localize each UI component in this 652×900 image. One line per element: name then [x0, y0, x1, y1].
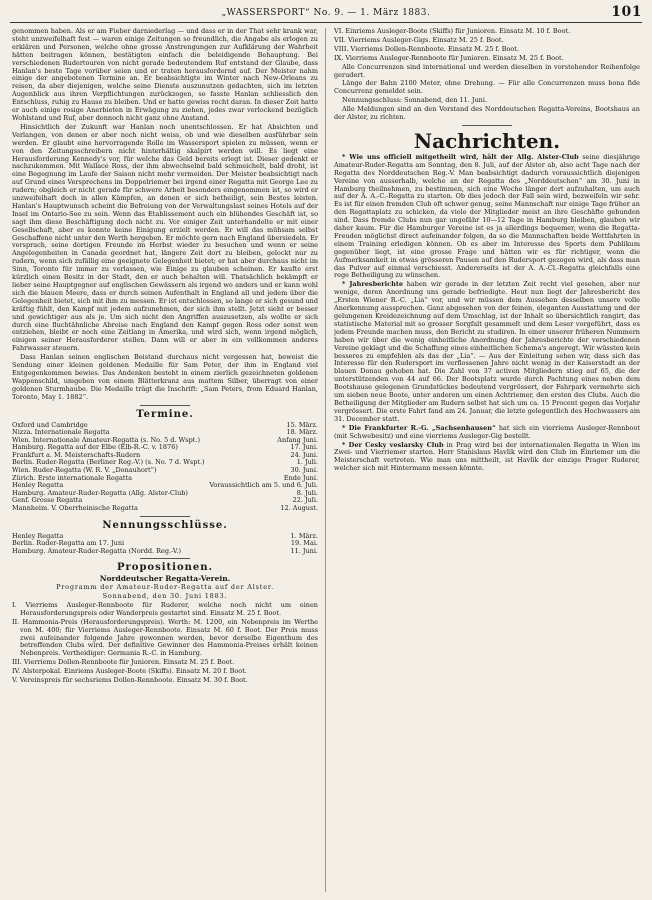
proposition-item: IV. Alsterpokal. Einriems Ausleger-Boote (Skiffs). Einsatz M. 20 f. Boot.	[12, 667, 247, 676]
schedule-date: 15. März.	[286, 420, 318, 429]
schedule-event: Henley Regatta	[12, 532, 64, 540]
schedule-event: Berlin. Ruder-Regatta am 17. Juni	[12, 540, 125, 548]
schedule-date: 18. März.	[286, 428, 318, 437]
news-item	[334, 442, 640, 474]
schedule-event: Wien. Internationale Amateur-Regatta (s. No. 5 d. Wspt.)	[12, 436, 200, 444]
schedule-event: Zürich. Erste internationale Regatta	[12, 474, 132, 482]
schedule-event: Berlin. Ruder-Regatta (Berliner Reg.-V.) (s. No. 7 d. Wspt.)	[12, 459, 205, 467]
schedule-event: Genf. Grosse Regatta	[12, 497, 83, 505]
news-item	[334, 154, 640, 281]
page-number: 101	[611, 4, 642, 20]
schedule-event: Hamburg. Regatta auf der Elbe (Elb-R.-C. v. 1876)	[12, 444, 178, 452]
schedule-date: Voraussichtlich am 5. und 6. Juli.	[209, 481, 318, 490]
proposition-item: II. Hammonia-Preis (Herausforderungspreis). Werth: M. 1200, ein Nebenpreis im Werthe von M. 400; für Vierriems Ausleger-Rennboote. Einsatz M. 60 f. Boot. Der Preis muss zwei aufeinander folgende Jahre gewonnen werden, bevor derselbe Eigenthum des betreffenden Clubs wird. Der definitive Gewinner des Hammonia-Preises erhält keinen Nebenpreis. Vertheidiger: Germania R.-C. in Hamburg.	[12, 617, 318, 658]
article-paragraph: genommen haben. Als er am Fieber darniederlag — und dass er in der That sehr krank war, steht unzweifelhaft fest — waren einige Zeitungen so freundlich, die Angabe als erlogen zu erklären und Personen, welche ohne grosse Anstrengungen zur Aufklärung der Wahrheit hätten beitragen können, bestätigten einfach die beleidigende Behauptung. Bei verschiedenen Rudertouren von nicht gerade bedeutendem Ruf entstand der Glaube, dass Hanlan's beste Tage vorüber seien und er traten herausfordernd auf. Der Meister nahm einige der angebotenen Termine an. Er beabsichtigte im Winter nach New-Orleans zu reisen, da aber diejenigen, welche seine Dienste auszunutzen gedachten, sich im letzten Augenblick aus ihren Verpflichtungen zurückzogen, so fasste Hanlan schliesslich den Entschluss, ruhig zu Hause zu bleiben. Und er hatte gewiss recht daran. In dieser Zeit hatte er auch einige rosige Anerbieten in Erwägung zu ziehen, jedes zwar verlockend bezüglich Wohlstand und Ruf, aber dennoch nicht ganz ohne Anstand.	[12, 28, 318, 122]
section-divider	[462, 125, 512, 126]
propositionen-items	[12, 602, 318, 685]
schedule-row	[12, 429, 318, 437]
running-title: „WASSERSPORT“ No. 9. — 1. März 1883.	[221, 8, 431, 18]
schedule-row	[12, 490, 318, 498]
article-paragraph: Hinsichtlich der Zukunft war Hanlan noch unentschlossen. Er hat Absichten und Verlangen, von denen er aber noch nicht weiss, ob und wie dieselben ausführbar sein werden. Er glaubt eine hervorragende Rolle im Wassersport spielen zu müssen, wenn er von den Zeitungsschreibern nicht hinterhältig skalpirt werden will. Es liegt eine Herausforderung Kennedy's vor, für welche das Geld bereits erlegt ist. Dieser gedenkt er nachzukommen. Mit Wallace Ross, der ihm abwechselnd bald schmeichelt, bald droht, ist eine Begegnung im Laufe der Saison nicht mehr vermeiden. Der Meister beabsichtigt nach auf Grund eines Versprechens im Doppelriemer bei irgend einer Regatta mit George Lee zu rudern; obgleich er nicht gerade für schwere Arbeit besonders eingenommen ist, so wird er unzweifelhaft doch in allen Kämpfen, an denen er sich betheiligt, sein Bestes leisten. Hanlan's Hauptwunsch scheint die Befreiung von der Verwaltungslast seines Hotels auf der Insel im Ontario-See zu sein. Wenn das Etablissement auch ein blühendes Geschäft ist, so sagt ihm diese Beschäftigung doch nicht zu. Vor einiger Zeit unterhandelte er mit einer Gesellschaft, aber es konnte keine Einigung erzielt werden. Er will das mühsam selbst Geschaffene nicht unter den Werth hergeben. Er möchte gern nach England übersiedeln. Er versprach, seine dortigen Freunde im Herbst wieder zu besuchen und wenn er seine Angelegenheiten in Canada geordnet hat, längere Zeit dort zu bleiben, gelockt nur zu rudern, wenn sich zufällig eine geeignete Gelegenheit bietet; er hat aber durchaus nicht im Sinn, Toronto für immer zu verlassen, wie Einige zu glauben scheinen. Er kaufte erst kürzlich einen Besitz in der Stadt, den er auch behalten will. Thatsächlich bekämpft er lieber seine Hauptgegner auf englischen Gewässern als irgend wo anders und er kann wohl sich die blauen Meere, dass er durch seinen Aufenthalt in England all und jedem über die Gelegenheit bietet, sich mit ihm zu messen. Er ist entschlossen, so lange er sich gesund und kräftig fühlt, den Kampf mit jedem aufzunehmen, der sich ihm stellt. Jetzt sieht er besser und gewichtiger aus als je. Um sich nicht den Angriffen auszusetzen, als wollte er sich durch eine fluchtähnliche Abreise nach England den Kampf gegen Ross oder sonst wen entziehen, bleibt er noch eine Zeitlang in Amerika, und wird sich, wenn irgend möglich, einigen seiner Herausforderer stellen. Dann will er aber in ein vollkommen anderes Fahrwasser steuern.	[12, 122, 318, 353]
right-column	[334, 28, 640, 894]
nennungsschluesse-list	[12, 533, 318, 556]
schedule-row	[12, 444, 318, 452]
schedule-row	[12, 540, 318, 548]
column-divider	[325, 28, 326, 892]
proposition-note: Länge der Bahn 2100 Meter, ohne Drehung. — Für alle Concurrenzen muss bona fide Concurrenz gemeldet sein.	[334, 79, 640, 96]
article-paragraph: Dass Hanlan seinen englischen Beistand durchaus nicht vergessen hat, beweist die Sendung einer kleinen goldenen Medaille für Sam Peter, der ihm in England viel Entgegenkommen bewies. Das Andenken besteht in einem zierlich gezeichneten goldenen Wappenschild, umgeben von einem Blätterkranz aus mattem Silber, überragt von einer goldenen Sturmhaube. Die Medaille trägt die Inschrift: „Sam Peters, from Eduard Hanlan, Toronto, May 1. 1882“.	[12, 353, 318, 401]
news-text: in Prag wird bei der internationalen Regatta in Wien im Zwei- und Vierriemer starten. Herr Stanislaus Havlik wird den Club im Einriemer um die Meisterschaft vertreten. Wie man uns mittheilt, ist Havlik der einzige Prager Ruderer, welcher sich mit Hintermann messen könnte.	[334, 440, 640, 473]
schedule-date: 30. Juni.	[290, 466, 318, 475]
news-text: hat sich ein vierriems Ausleger-Rennboot (mit Schwebesitz) und eine vierriems Ausleger-Gig bestellt.	[334, 423, 640, 440]
schedule-row	[12, 437, 318, 445]
schedule-event: Oxford und Cambridge	[12, 421, 88, 429]
proposition-item: VIII. Vierriems Dollen-Rennboote. Einsatz M. 25 f. Boot.	[334, 44, 519, 53]
schedule-date: 11. Juni.	[290, 546, 318, 555]
section-divider	[140, 405, 190, 406]
schedule-row	[12, 533, 318, 541]
proposition-item: VI. Einriems Ausleger-Boote (Skiffs) für Junioren. Einsatz M. 10 f. Boot.	[334, 28, 571, 35]
news-text: haben wir gerade in der letzten Zeit recht viel gesehen, aber nur wenige, deren Anordnung uns gerade befriedigte. Heut nun liegt der Jahresbericht des „Ersten Wiener R.-C. „Lia“ vor, und wir müssen dem Aussehen desselben unsere volle Anerkennung aussprechen. Ganz abgesehen von der feinen, eleganten Ausstattung und der gelungenen Kreidezeichnung auf dem Umschlag, ist der Inhalt so übersichtlich rangirt, das statistische Material mit so grosser Sorgfalt gesammelt und dem Leser vorgeführt, dass es jedem Freunde machen muss, den Bericht zu studiren. In einer unserer früheren Nummern haben wir über die wenig einheitliche Anordnung der Jahresberichte der verschiedenen Vereine geklagt und die Schaffung eines einheitlichen Schema's angeregt. Wir wüssten kein besseres zu empfehlen als das der „Lia“. — Aus der Einleitung sehen wir, dass sich das Interesse für den Rudersport im verflossenen Jahre nicht wenig in der Kaiserstadt an der blauen Donau gehoben hat. Die Zahl von 37 activen Mitgliedern stieg auf 65, die der unterstützenden von 44 auf 66. Der Bootsplatz wurde durch Pachtung eines neben dem Bootshause gelegenen Grundstückes bedeutend vergrössert, der Fahrpark vermehrte sich um sieben neue Boote, unter anderen um einen Achtriemer, den ersten des Clubs. Auch die Betheiligung der Mitglieder am Rudern selbst hat sich um ca. 15 Procent gegen das Vorjahr vergrössert. Die erste Fahrt fand am 24. Januar, die letzte gelegentlich des Hochwassers am 31. December statt.	[334, 280, 640, 423]
news-item	[334, 425, 640, 441]
schedule-row	[12, 505, 318, 513]
news-list	[334, 154, 640, 473]
schedule-row	[12, 422, 318, 430]
schedule-date: 1. März.	[290, 531, 318, 540]
schedule-date: 19. Mai.	[290, 539, 318, 548]
proposition-item: VII. Vierriems Ausleger-Gigs. Einsatz M. 25 f. Boot.	[334, 35, 504, 44]
schedule-date: 17. Juni.	[290, 443, 318, 452]
schedule-row	[12, 467, 318, 475]
propositionen-items-continued	[334, 28, 640, 63]
schedule-date: 1. Juli.	[296, 458, 318, 467]
propositionen-notes	[334, 64, 640, 122]
proposition-item: III. Vierriems Dollen-Rennboote für Junioren. Einsatz M. 25 f. Boot.	[12, 658, 235, 667]
news-lead: * Wie uns officiell mitgetheilt wird, hält der Allg. Alster-Club	[342, 152, 579, 161]
proposition-note: Alle Concurrenzen sind international und werden dieselben in vorstehender Reihenfolge gerudert.	[334, 62, 640, 79]
proposition-item: IX. Vierriems Ausleger-Rennboote für Junioren. Einsatz M. 25 f. Boot.	[334, 53, 564, 62]
section-divider	[140, 516, 190, 517]
news-lead: * Die Frankfurter R.-G. „Sachsenhausen“	[342, 423, 496, 432]
proposition-note: Nennungsschluss: Sonnabend, den 11. Juni.	[342, 96, 488, 105]
propositionen-org: Norddeutscher Regatta-Verein.	[99, 574, 231, 584]
propositionen-program: Programm der Amateur-Ruder-Regatta auf der Alster.	[56, 583, 274, 592]
propositionen-title: Propositionen.	[116, 562, 214, 574]
termine-title: Termine.	[136, 408, 194, 420]
schedule-row	[12, 459, 318, 467]
schedule-row	[12, 452, 318, 460]
schedule-row	[12, 548, 318, 556]
schedule-date: Anfang Juni.	[277, 435, 318, 444]
schedule-date: 22. Juli.	[292, 496, 318, 505]
schedule-event: Mannheim. V. Oberrheinische Regatta	[12, 505, 138, 513]
schedule-event: Hamburg. Amateur-Ruder-Regatta (Nordd. Reg.-V.)	[12, 547, 182, 555]
propositionen-date: Sonnabend, den 30. Juni 1883.	[102, 592, 228, 601]
schedule-event: Nizza. Internationale Regatta	[12, 429, 110, 437]
news-item	[334, 281, 640, 423]
section-divider	[140, 558, 190, 559]
proposition-item: V. Vereinspreis für sechsriems Dollen-Rennboote. Einsatz M. 30 f. Boot.	[12, 676, 248, 685]
schedule-event: Henley Regatta	[12, 482, 64, 490]
schedule-event: Hamburg. Amateur-Ruder-Regatta (Allg. Alster-Club)	[12, 489, 188, 497]
left-column	[12, 28, 318, 894]
schedule-date: 8. Juli.	[296, 488, 318, 497]
nennungsschluesse-title: Nennungsschlüsse.	[102, 519, 228, 531]
schedule-date: Ende Juni.	[283, 473, 318, 482]
schedule-date: 12. August.	[280, 504, 318, 513]
header-rule	[10, 22, 642, 23]
nachrichten-title: Nachrichten.	[413, 128, 561, 153]
news-lead: * Jahresberichte	[342, 280, 403, 289]
news-lead: * Der Cesky veslarsky Club	[342, 440, 444, 449]
schedule-row	[12, 482, 318, 490]
schedule-row	[12, 497, 318, 505]
news-text: seine diesjährige Amateur-Ruder-Regatta am Sonntag, den 8. Juli, auf der Alster ab, also acht Tage nach der Regatta des Norddeutschen Reg.-V. Man beabsichtigt dadurch voraussichtlich diejenigen Vereine von ausserhalb, welche an der Regatta des „Norddeutschen“ am 30. Juni in Hamburg theilnehmen, zu bestimmen, sich eine Woche länger dort aufzuhalten, um auch auf der A. A.-C.-Regatta zu starten. Ob dies jedoch der Fall sein wird, bezweifeln wir sehr. Es ist für einen fremden Club oft schwer genug, seine Mannschaft nur einige Tage früher an den Regattaplatz zu schicken, da viele der Mitglieder meist an ihre Geschäfte gebunden sind. Dass fremde Clubs nun gar ungefähr 10—12 Tage in Hamburg bleiben, glauben wir daher kaum. Für die Hamburger Vereine ist es ja allerdings bequemer, wenn die Regatta-Freuden möglichst direct aufeinander folgen, da so die Mannschaften beide Wettfahrten in einem Training erledigen können. Ob es aber im Interesse des Sports dem Publikum gegenüber liegt, ist eine grosse Frage und hätten wir es für richtiger, wenn die Aufmerksamkeit in etwas grösseren Pausen auf den Rudersport gezogen wird, als dass man das Pulver auf einmal verschiesst. Andererseits ist der A. A.-Cl.-Regatta gleichfalls eine rege Betheiligung zu wünschen.	[334, 152, 640, 280]
page-header	[10, 4, 642, 22]
proposition-item: I. Vierriems Ausleger-Rennboote für Ruderer, welche noch nicht um einen Herausforderungspreis oder Wanderpreis gestartet sind. Einsatz M. 25 f. Boot.	[12, 600, 318, 617]
termine-list	[12, 422, 318, 513]
schedule-date: 24. Juni.	[290, 450, 318, 459]
proposition-note: Alle Meldungen sind an den Vorstand des Norddeutschen Regatta-Vereins, Bootshaus an der Alster, zu richten.	[334, 105, 640, 122]
schedule-event: Wien. Ruder-Regatta (W. R. V. „Donauhort“)	[12, 467, 157, 475]
schedule-event: Frankfurt a. M. Meisterschafts-Rudern	[12, 451, 141, 459]
